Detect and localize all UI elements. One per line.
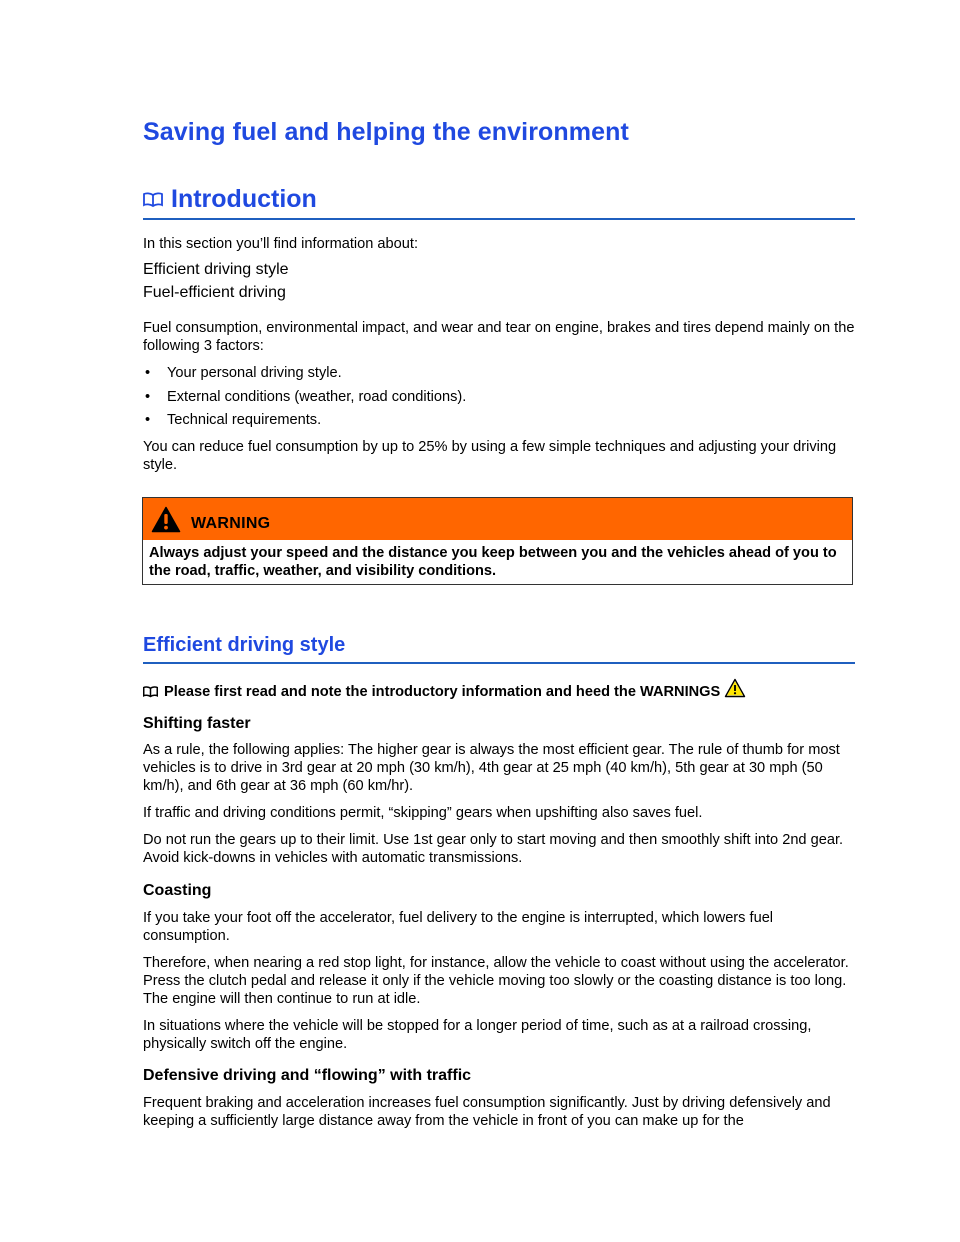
- coasting-heading: Coasting: [143, 882, 212, 899]
- bullet-icon: •: [145, 412, 151, 428]
- topic-link-efficient-driving[interactable]: Efficient driving style: [143, 261, 289, 278]
- factors-intro: Fuel consumption, environmental impact, and wear and tear on engine, brakes and tires depend mainly on the following 3 factors:: [143, 320, 855, 354]
- read-first-note-text: Please first read and note the introductory information and heed the WARNINGS: [164, 684, 721, 700]
- warning-header: [143, 498, 852, 540]
- shifting-paragraph-2: If traffic and driving conditions permit, “skipping” gears when upshifting also saves fuel.: [143, 805, 703, 821]
- warning-box: [142, 497, 853, 585]
- page-title: Saving fuel and helping the environment: [143, 118, 629, 146]
- introduction-heading-text: Introduction: [171, 185, 317, 213]
- shifting-paragraph-3: Do not run the gears up to their limit. Use 1st gear only to start moving and then smoothly shift into 2nd gear. Avoid kick-downs in vehicles with automatic transmissions.: [143, 832, 844, 866]
- efficient-driving-heading: Efficient driving style: [143, 634, 855, 664]
- warning-text: Always adjust your speed and the distance you keep between you and the vehicles ahead of you to the road, traffic, weather, and visibility conditions.: [149, 545, 837, 579]
- defensive-heading: Defensive driving and “flowing” with traffic: [143, 1067, 472, 1084]
- bullet-icon: •: [145, 365, 151, 381]
- coasting-paragraph-3: In situations where the vehicle will be stopped for a longer period of time, such as at a railroad crossing, physically switch off the engine.: [143, 1018, 812, 1052]
- shifting-paragraph-1: As a rule, the following applies: The higher gear is always the most efficient gear. The rule of thumb for most vehicles is to drive in 3rd gear at 20 mph (30 km/h), 4th gear at 25 mph (40 km/h), 5th gear at 30 mph (50 km/h), and 6th gear at 36 mph (60 km/hr).: [143, 742, 840, 794]
- coasting-paragraph-2: Therefore, when nearing a red stop light, for instance, allow the vehicle to coast without using the accelerator. Press the clutch pedal and release it only if the vehicle moving too slowly or the coasting distance is too long. The engine will then continue to run at idle.: [143, 955, 849, 1007]
- reduction-note: You can reduce fuel consumption by up to 25% by using a few simple techniques and adjusting your driving style.: [143, 439, 837, 473]
- book-icon: [143, 192, 163, 208]
- topic-link-fuel-efficient-driving[interactable]: Fuel-efficient driving: [143, 284, 286, 301]
- read-first-note: [143, 678, 746, 705]
- bullet-icon: •: [145, 389, 151, 405]
- coasting-paragraph-1: If you take your foot off the accelerator, fuel delivery to the engine is interrupted, which lowers fuel consumption.: [143, 910, 774, 944]
- manual-page: Saving fuel and helping the environment Introduction In this section you’ll find information about: Efficient driving style Fuel-efficient driving Fuel consumption, environmental impact, and wear and tear on engine, brakes and tires depend mainly on the following 3 factors: • Your personal driving style. • External conditions (weather, road conditions). • Technical requirements. You can reduce fuel consumption by up to 25% by using a few simple techniques and adjusting your driving style. WARNING Always adjust your speed and the distance you keep between you and the vehicles ahead of you to the road, traffic, weather, and visibility conditions. Efficient driving style Please first read and note the introductory information and heed the WARNINGS Shifting faster As a rule, the following applies: The higher gear is always the most efficient gear. The rule of thumb for most vehicles is to drive in 3rd gear at 20 mph (30 km/h), 4th gear at 25 mph (40 km/h), 5th gear at 30 mph (50 km/h), and 6th gear at 36 mph (60 km/hr). If traffic and driving conditions permit, “skipping” gears when upshifting also saves fuel. Do not run the gears up to their limit. Use 1st gear only to start moving and then smoothly shift into 2nd gear. Avoid kick-downs in vehicles with automatic transmissions. Coasting If you take your foot off the accelerator, fuel delivery to the engine is interrupted, which lowers fuel consumption. Therefore, when nearing a red stop light, for instance, allow the vehicle to coast without using the accelerator. Press the clutch pedal and release it only if the vehicle moving too slowly or the coasting distance is too long. The engine will then continue to run at idle. In situations where the vehicle will be stopped for a longer period of time, such as at a railroad crossing, physically switch off the engine. Defensive driving and “flowing” with traffic Frequent braking and acceleration increases fuel consumption significantly. Just by driving defensively and keeping a sufficiently large distance away from the vehicle in front of you can make up for the: [143, 118, 855, 1129]
- shifting-heading: Shifting faster: [143, 715, 251, 732]
- book-icon: [143, 686, 158, 698]
- warning-triangle-icon[interactable]: [724, 678, 746, 705]
- introduction-heading: [143, 185, 855, 220]
- warning-triangle-icon: [151, 506, 181, 538]
- defensive-paragraph-1: Frequent braking and acceleration increases fuel consumption significantly. Just by driving defensively and keeping a sufficiently large distance away from the vehicle in front of you can make up for the: [143, 1095, 831, 1129]
- warning-label: WARNING: [191, 515, 271, 532]
- introduction-lead: In this section you’ll find information about:: [143, 236, 419, 252]
